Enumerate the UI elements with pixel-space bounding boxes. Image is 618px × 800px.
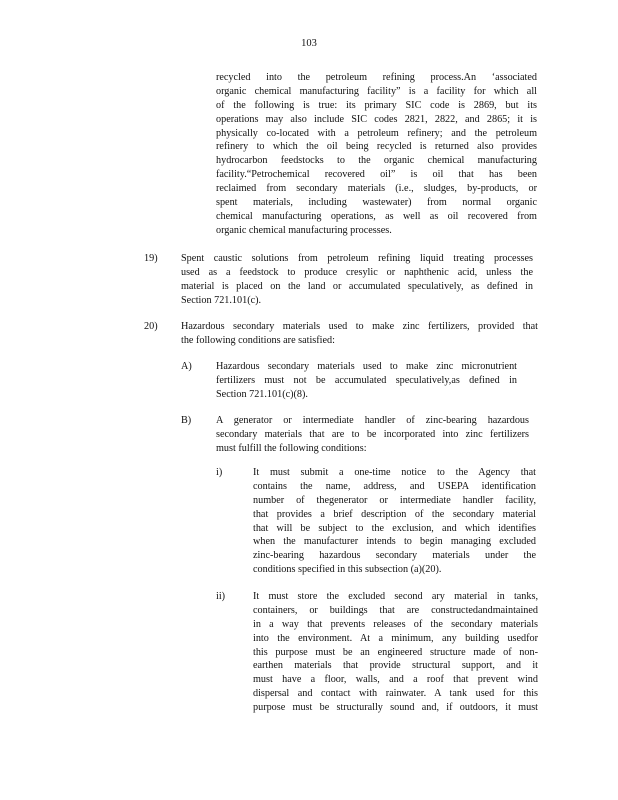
subsubitem-i-text bbox=[253, 466, 536, 577]
text-line: organic chemical manufacturing processes. bbox=[216, 224, 392, 236]
text-line: fertilizers must not be accumulated speculatively,as defined in bbox=[216, 374, 517, 386]
text-line: must fulfill the following conditions: bbox=[216, 442, 367, 454]
text-line: facility.“Petrochemical recovered oil” is oil that has been bbox=[216, 169, 537, 181]
subitem-letter-b: B) bbox=[181, 415, 192, 426]
subsubitem-numeral-i: i) bbox=[216, 467, 223, 478]
text-line: that provides a brief description of the secondary material bbox=[253, 508, 536, 520]
text-line: contains the name, address, and USEPA identification bbox=[253, 480, 536, 492]
text-line: material is placed on the land or accumulated speculatively, as defined in bbox=[181, 280, 533, 292]
text-line: hydrocarbon feedstocks to the organic chemical manufacturing bbox=[216, 155, 537, 167]
continuation-paragraph bbox=[216, 71, 537, 238]
text-line: number of thegenerator or intermediate handler facility, bbox=[253, 494, 536, 506]
text-line: Section 721.101(c). bbox=[181, 294, 262, 306]
page-number: 103 bbox=[301, 38, 317, 49]
text-line: chemical manufacturing operations, as well as oil recovered from bbox=[216, 210, 537, 222]
text-line: this purpose must be an engineered structure made of non- bbox=[253, 646, 538, 658]
text-line: of the following is true: its primary SIC code is 2869, but its bbox=[216, 99, 537, 111]
text-line: recycled into the petroleum refining process.An ‘associated bbox=[216, 72, 537, 83]
item-19-text bbox=[181, 252, 533, 308]
text-line: Section 721.101(c)(8). bbox=[216, 388, 308, 400]
text-line: into the environment. At a minimum, any building usedfor bbox=[253, 632, 538, 644]
text-line: It must store the excluded second ary material in tanks, bbox=[253, 591, 538, 602]
text-line: refinery to which the oil being recycled is returned also provides bbox=[216, 141, 537, 153]
text-line: organic chemical manufacturing facility” is a facility for which all bbox=[216, 85, 537, 97]
text-line: the following conditions are satisfied: bbox=[181, 334, 335, 346]
text-line: in a way that prevents releases of the secondary materials bbox=[253, 618, 538, 630]
subsubitem-numeral-ii: ii) bbox=[216, 591, 226, 602]
item-number-20: 20) bbox=[144, 321, 158, 332]
text-line: must have a floor, walls, and a roof that prevent wind bbox=[253, 674, 538, 686]
text-line: that will be subject to the exclusion, and which identifies bbox=[253, 522, 536, 534]
text-line: zinc-bearing hazardous secondary materials under the bbox=[253, 550, 536, 562]
item-number-19: 19) bbox=[144, 253, 158, 264]
text-line: Hazardous secondary materials used to make zinc fertilizers, provided that bbox=[181, 321, 538, 332]
subitem-letter-a: A) bbox=[181, 361, 192, 372]
text-line: Hazardous secondary materials used to make zinc micronutrient bbox=[216, 361, 517, 372]
subitem-a-text bbox=[216, 360, 517, 402]
text-line: when the manufacturer intends to begin managing excluded bbox=[253, 536, 536, 548]
text-line: reclaimed from secondary materials (i.e., sludges, by-products, or bbox=[216, 183, 537, 195]
text-line: conditions specified in this subsection (a)(20). bbox=[253, 564, 442, 576]
text-line: dispersal and contact with rainwater. A tank used for this bbox=[253, 688, 538, 700]
text-line: It must submit a one-time notice to the Agency that bbox=[253, 467, 536, 478]
subitem-b-text bbox=[216, 414, 529, 456]
item-20-text bbox=[181, 320, 538, 348]
text-line: containers, or buildings that are constructedandmaintained bbox=[253, 604, 538, 616]
text-line: physically co-located with a petroleum refinery; and the petroleum bbox=[216, 127, 537, 139]
text-line: earthen materials that provide structural support, and it bbox=[253, 660, 538, 672]
text-line: used as a feedstock to produce cresylic or naphthenic acid, unless the bbox=[181, 266, 533, 278]
subsubitem-ii-text bbox=[253, 590, 538, 715]
text-line: secondary materials that are to be incorporated into zinc fertilizers bbox=[216, 428, 529, 440]
text-line: spent materials, including wastewater) from normal organic bbox=[216, 197, 537, 209]
text-line: operations may also include SIC codes 2821, 2822, and 2865; it is bbox=[216, 113, 537, 125]
text-line: purpose must be structurally sound and, if outdoors, it must bbox=[253, 702, 538, 714]
text-line: A generator or intermediate handler of zinc-bearing hazardous bbox=[216, 415, 529, 426]
text-line: Spent caustic solutions from petroleum refining liquid treating processes bbox=[181, 253, 533, 264]
